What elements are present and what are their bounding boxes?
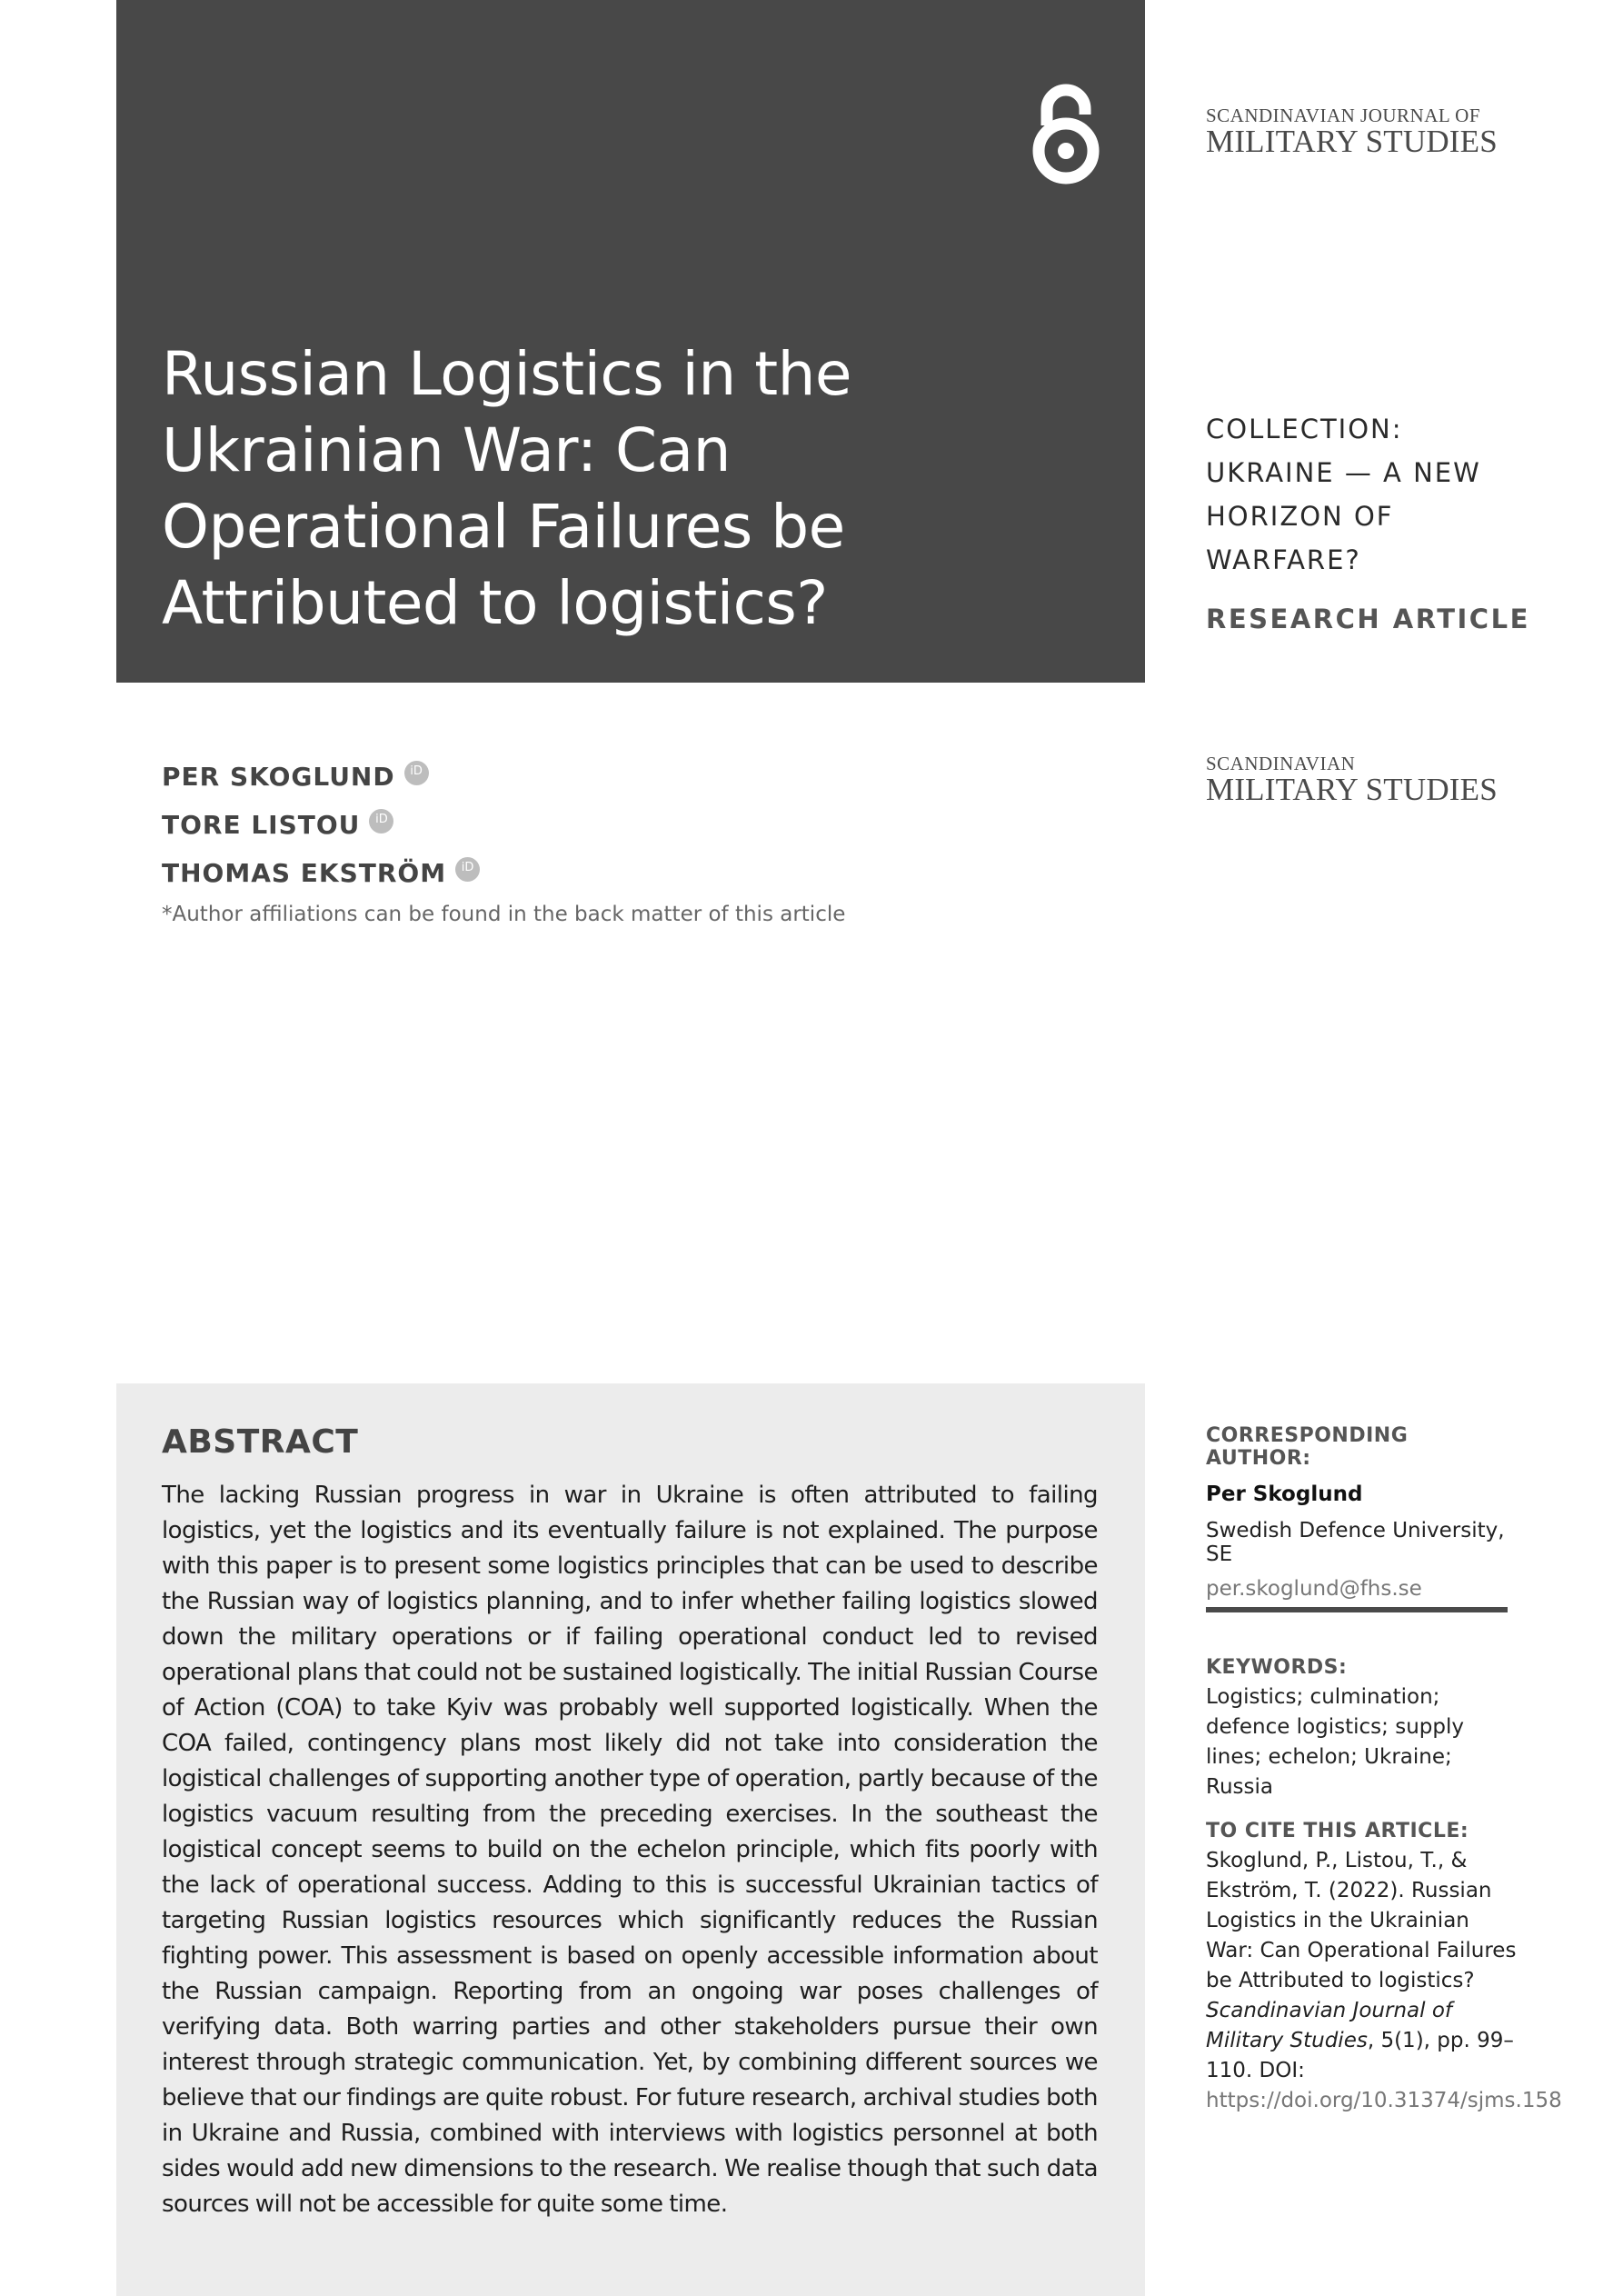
keywords-text: Logistics; culmination; defence logistics; supply lines; echelon; Ukraine; Russia <box>1206 1685 1464 1799</box>
citation-doi-link[interactable]: https://doi.org/10.31374/sjms.158 <box>1206 2089 1562 2112</box>
author-item <box>162 801 480 849</box>
publisher-logo-big: MILITARY STUDIES <box>1206 772 1498 807</box>
sidebar-divider <box>1206 1607 1508 1612</box>
orcid-icon[interactable]: iD <box>455 857 480 882</box>
citation-journal: Scandinavian Journal of Military Studies <box>1206 1999 1452 2052</box>
citation-label: TO CITE THIS ARTICLE: <box>1206 1820 1469 1842</box>
keywords-label: KEYWORDS: <box>1206 1656 1348 1679</box>
keywords-section <box>1206 1656 1519 1802</box>
abstract-text: The lacking Russian progress in war in Ukraine is often attributed to failing logistics, yet the logistics and its eventually failure is not explained. The purpose with this paper is to present some logistics principles that can be used to describe the Russian way of logistics planning, and to infer whether failing logistics slowed down the military operations or if failing operational conduct led to revised operational plans that could not be sustained logistically. The initial Russian Course of Action (COA) to take Kyiv was probably well supported logistically. When the COA failed, contingency plans most likely did not take into consideration the logistical challenges of supporting another type of operation, partly because of the logistics vacuum resulting from the preceding exercises. In the southeast the logistical concept seems to build on the echelon principle, which fits poorly with the lack of operational success. Adding to this is successful Ukrainian tactics of targeting Russian logistics resources which significantly reduces the Russian fighting power. This assessment is based on openly accessible information about the Russian campaign. Reporting from an ongoing war poses challenges of verifying data. Both warring parties and other stakeholders pursue their own interest through strategic communication. Yet, by combining different sources we believe that our findings are quite robust. For future research, archival studies both in Ukraine and Russia, combined with interviews with logistics personnel at both sides would add new dimensions to the research. We realise though that such data sources will not be accessible for quite some time. <box>162 1482 1098 2218</box>
citation-text <box>1206 1846 1562 2116</box>
journal-logo-big: MILITARY STUDIES <box>1206 124 1498 159</box>
publisher-logo[interactable] <box>1206 754 1515 806</box>
orcid-icon[interactable]: iD <box>369 809 393 834</box>
orcid-icon[interactable]: iD <box>404 761 429 785</box>
citation-section <box>1206 1820 1562 2116</box>
corresponding-label: CORRESPONDING AUTHOR: <box>1206 1424 1409 1470</box>
affiliation-note: *Author affiliations can be found in the back matter of this article <box>162 903 846 926</box>
collection-label: COLLECTION: UKRAINE — A NEW HORIZON OF WARFARE? <box>1206 414 1481 575</box>
journal-logo[interactable] <box>1206 105 1515 158</box>
author-name: THOMAS EKSTRÖM <box>162 858 447 888</box>
author-list <box>162 753 480 897</box>
abstract-heading: ABSTRACT <box>162 1423 359 1461</box>
citation-authors-title: Skoglund, P., Listou, T., & Ekström, T. (2022). Russian Logistics in the Ukrainian War: Can Operational Failures be Attributed to logistics? <box>1206 1849 1517 1992</box>
open-access-icon <box>1027 78 1105 187</box>
title-block <box>116 0 1145 683</box>
corresponding-author <box>1206 1424 1519 1601</box>
author-item <box>162 849 480 897</box>
author-item <box>162 753 480 801</box>
corresponding-institution: Swedish Defence University, SE <box>1206 1519 1505 1566</box>
abstract-section <box>116 1383 1145 2296</box>
author-name: TORE LISTOU <box>162 810 361 840</box>
article-type: RESEARCH ARTICLE <box>1206 604 1530 634</box>
article-title: Russian Logistics in the Ukrainian War: Can Operational Failures be Attributed to logistics? <box>162 339 852 638</box>
publisher-logo-small: SCANDINAVIAN <box>1206 753 1356 774</box>
corresponding-name: Per Skoglund <box>1206 1482 1363 1506</box>
author-name: PER SKOGLUND <box>162 762 395 792</box>
corresponding-email-link[interactable]: per.skoglund@fhs.se <box>1206 1577 1422 1601</box>
citation-details: , 5(1), pp. 99–110. DOI: <box>1206 2029 1514 2082</box>
journal-logo-small: SCANDINAVIAN JOURNAL OF <box>1206 105 1481 126</box>
